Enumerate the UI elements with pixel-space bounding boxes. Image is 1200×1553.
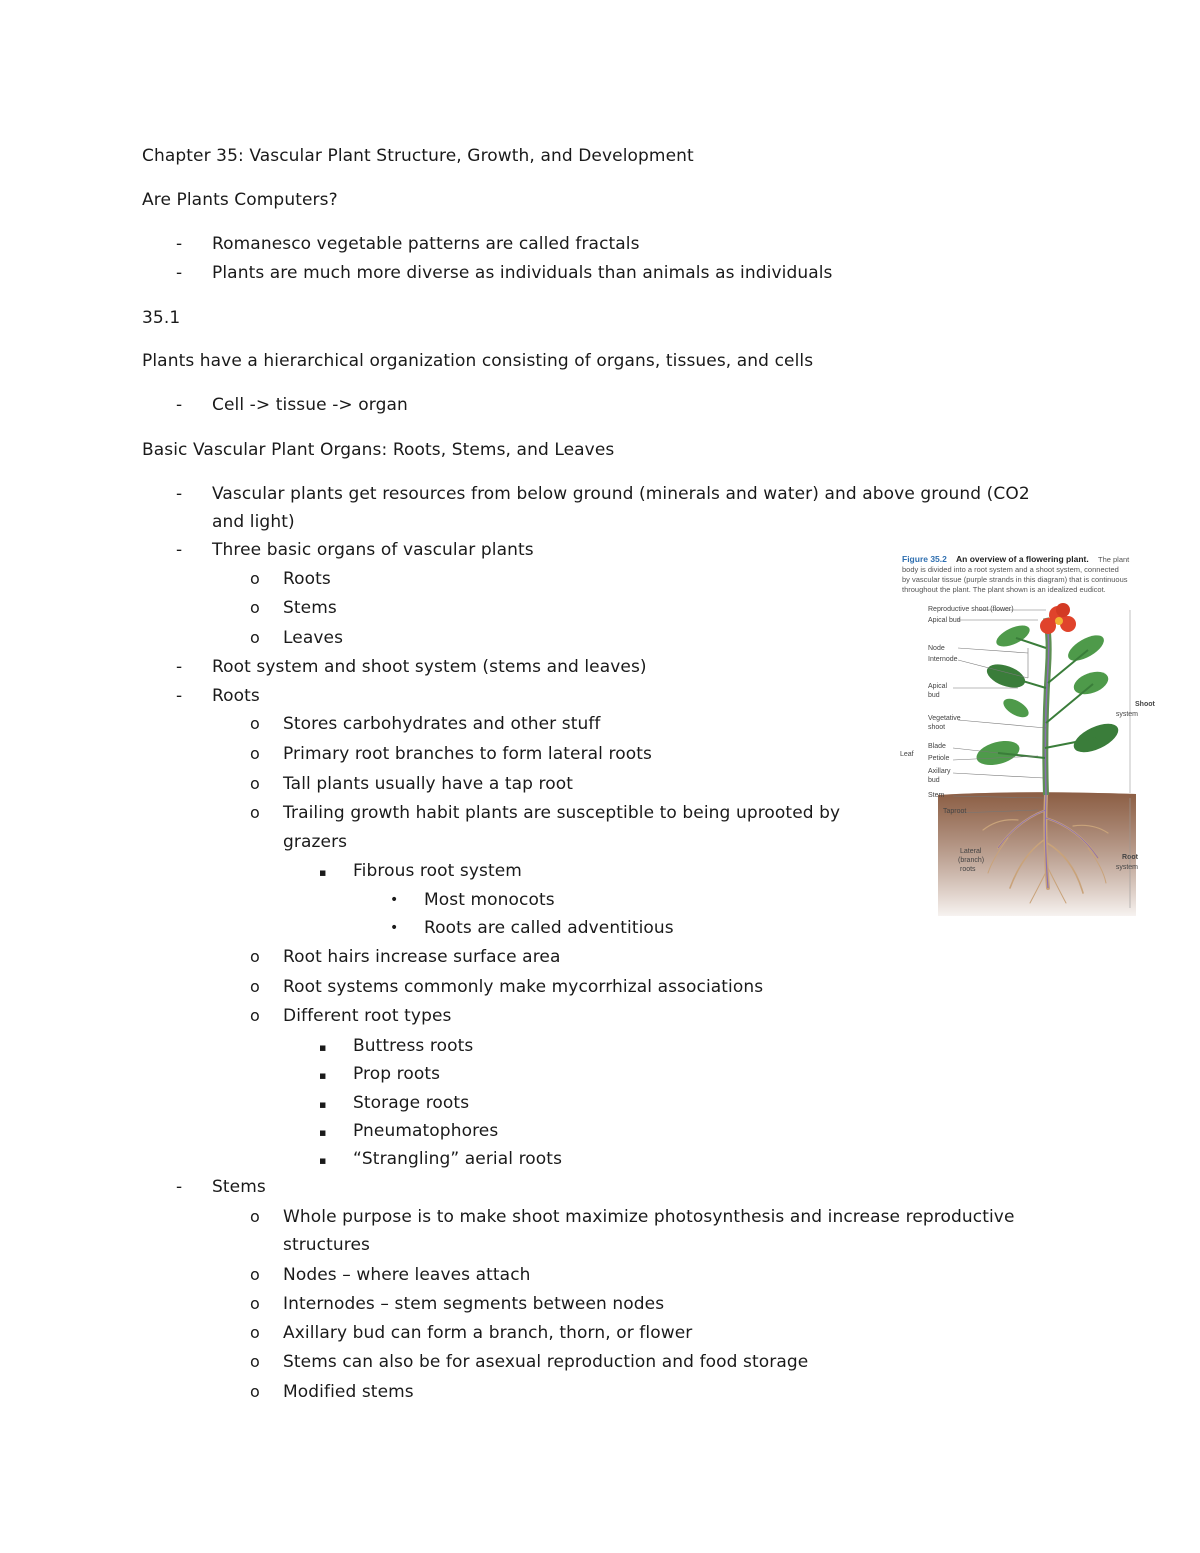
square-marker: ▪: [319, 1098, 327, 1111]
list-item: Stems: [212, 1177, 266, 1197]
svg-text:shoot: shoot: [928, 724, 946, 731]
svg-text:Leaf: Leaf: [900, 751, 914, 758]
figure-label: Figure 35.2: [902, 554, 947, 564]
svg-text:system: system: [1115, 864, 1138, 871]
list-item: Stems can also be for asexual reproduction and food storage: [283, 1352, 809, 1372]
list-item: Roots are called adventitious: [424, 918, 674, 938]
list-item: Root system and shoot system (stems and leaves): [212, 657, 647, 677]
list-item: Three basic organs of vascular plants: [212, 540, 534, 560]
circle-marker: o: [250, 977, 260, 996]
list-item: Roots: [212, 686, 260, 706]
list-item: Different root types: [283, 1006, 452, 1026]
svg-text:Vegetative: Vegetative: [928, 715, 961, 722]
list-item: Axillary bud can form a branch, thorn, or flower: [283, 1323, 693, 1343]
list-item: Modified stems: [283, 1382, 414, 1402]
organs-heading: Basic Vascular Plant Organs: Roots, Stems, and Leaves: [142, 440, 615, 460]
bullet-marker: •: [390, 920, 399, 936]
svg-text:Root: Root: [1122, 854, 1138, 861]
dash-marker: -: [176, 657, 183, 677]
circle-marker: o: [250, 947, 260, 966]
plant-figure: [898, 548, 1155, 916]
svg-text:Lateral: Lateral: [960, 848, 982, 855]
circle-marker: o: [250, 714, 260, 733]
list-item: Tall plants usually have a tap root: [283, 774, 574, 794]
figure-caption-line: The plant: [1098, 555, 1130, 564]
dash-marker: -: [176, 540, 183, 560]
dash-marker: -: [176, 484, 183, 504]
circle-marker: o: [250, 803, 260, 822]
svg-text:bud: bud: [928, 777, 940, 784]
dash-marker: -: [176, 686, 183, 706]
list-item: Fibrous root system: [353, 861, 522, 881]
section-number: 35.1: [142, 308, 181, 328]
page-title: Chapter 35: Vascular Plant Structure, Growth, and Development: [142, 146, 694, 166]
list-item: Prop roots: [353, 1064, 441, 1084]
list-item: Nodes – where leaves attach: [283, 1265, 531, 1285]
list-item: Primary root branches to form lateral roots: [283, 744, 652, 764]
list-item: Leaves: [283, 628, 344, 648]
svg-text:system: system: [1115, 711, 1138, 718]
circle-marker: o: [250, 598, 260, 617]
flower: [1040, 603, 1076, 634]
svg-text:Apical: Apical: [928, 683, 948, 690]
list-item-continuation: structures: [283, 1235, 371, 1255]
svg-text:Apical bud: Apical bud: [928, 617, 961, 624]
svg-text:Shoot: Shoot: [1135, 701, 1155, 708]
list-item: Trailing growth habit plants are susceptible to being uprooted by: [283, 803, 841, 823]
dash-marker: -: [176, 234, 183, 254]
svg-text:Taproot: Taproot: [943, 808, 967, 815]
bullet-marker: •: [390, 892, 399, 908]
circle-marker: o: [250, 1382, 260, 1401]
list-item: Plants are much more diverse as individuals than animals as individuals: [212, 263, 833, 283]
dash-marker: -: [176, 1177, 183, 1197]
plant-diagram: [898, 548, 1155, 916]
svg-text:Node: Node: [928, 645, 945, 652]
square-marker: ▪: [319, 1041, 327, 1054]
list-item: “Strangling” aerial roots: [353, 1149, 563, 1169]
list-item: Romanesco vegetable patterns are called fractals: [212, 234, 640, 254]
list-item: Internodes – stem segments between nodes: [283, 1294, 665, 1314]
circle-marker: o: [250, 628, 260, 647]
svg-text:Stem: Stem: [928, 792, 945, 799]
figure-title: An overview of a flowering plant.: [956, 554, 1089, 564]
svg-text:(branch): (branch): [958, 857, 985, 864]
svg-text:Internode: Internode: [928, 656, 958, 663]
list-item: Root hairs increase surface area: [283, 947, 561, 967]
circle-marker: o: [250, 1294, 260, 1313]
list-item: Pneumatophores: [353, 1121, 499, 1141]
circle-marker: o: [250, 569, 260, 588]
circle-marker: o: [250, 744, 260, 763]
dash-marker: -: [176, 263, 183, 283]
section-title: Plants have a hierarchical organization consisting of organs, tissues, and cells: [142, 351, 814, 371]
svg-text:Petiole: Petiole: [928, 755, 950, 762]
list-item-continuation: grazers: [283, 832, 348, 852]
circle-marker: o: [250, 774, 260, 793]
svg-text:bud: bud: [928, 692, 940, 699]
figure-caption-line: by vascular tissue (purple strands in this diagram) that is continuous: [902, 575, 1128, 584]
list-item: Whole purpose is to make shoot maximize photosynthesis and increase reproductive: [283, 1207, 1015, 1227]
list-item: Stems: [283, 598, 337, 618]
list-item: Root systems commonly make mycorrhizal associations: [283, 977, 764, 997]
svg-text:Axillary: Axillary: [928, 768, 951, 775]
svg-text:Blade: Blade: [928, 743, 946, 750]
list-item-continuation: and light): [212, 512, 295, 532]
list-item: Storage roots: [353, 1093, 470, 1113]
svg-text:Reproductive shoot (flower): Reproductive shoot (flower): [928, 606, 1014, 613]
list-item: Buttress roots: [353, 1036, 474, 1056]
square-marker: ▪: [319, 866, 327, 879]
figure-caption-line: body is divided into a root system and a shoot system, connected: [902, 565, 1119, 574]
square-marker: ▪: [319, 1126, 327, 1139]
square-marker: ▪: [319, 1069, 327, 1082]
list-item: Most monocots: [424, 890, 555, 910]
circle-marker: o: [250, 1352, 260, 1371]
list-item: Cell -> tissue -> organ: [212, 395, 408, 415]
list-item: Vascular plants get resources from below ground (minerals and water) and above ground (CO2: [212, 484, 1030, 504]
square-marker: ▪: [319, 1154, 327, 1167]
list-item: Stores carbohydrates and other stuff: [283, 714, 601, 734]
circle-marker: o: [250, 1006, 260, 1025]
figure-caption-line: throughout the plant. The plant shown is an idealized eudicot.: [902, 585, 1106, 594]
dash-marker: -: [176, 395, 183, 415]
list-item: Roots: [283, 569, 331, 589]
circle-marker: o: [250, 1207, 260, 1226]
circle-marker: o: [250, 1323, 260, 1342]
svg-text:roots: roots: [960, 866, 976, 873]
intro-heading: Are Plants Computers?: [142, 190, 338, 210]
circle-marker: o: [250, 1265, 260, 1284]
